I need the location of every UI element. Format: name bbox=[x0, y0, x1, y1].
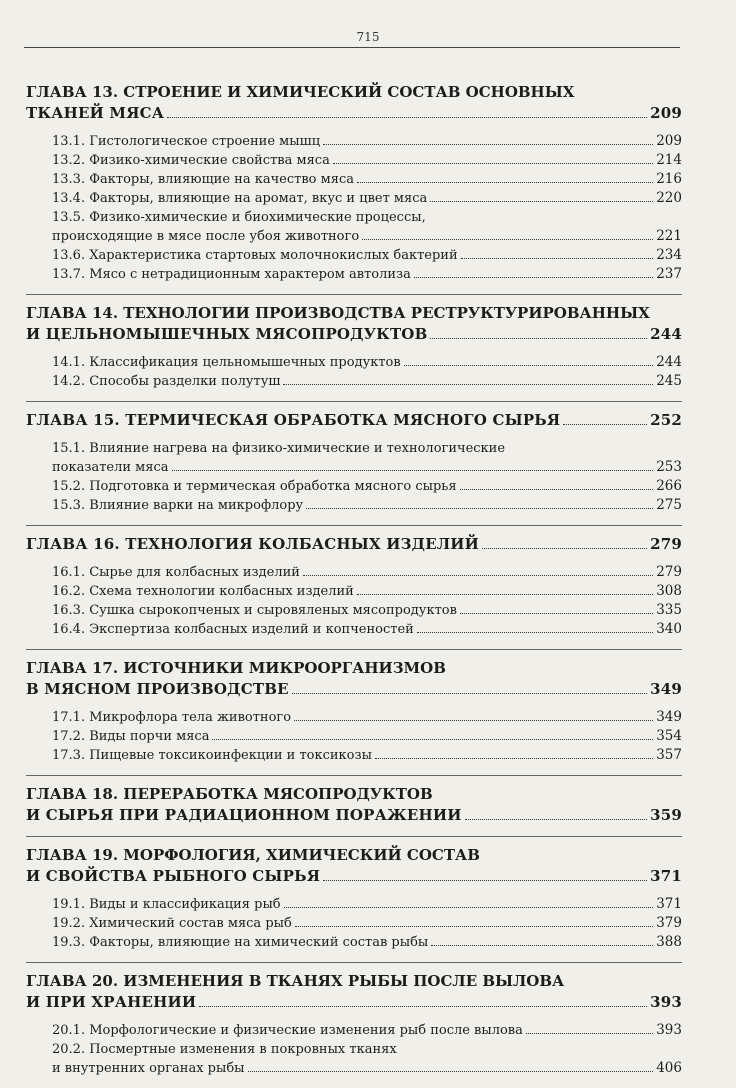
dot-leader bbox=[563, 424, 647, 425]
dot-leader bbox=[283, 384, 653, 385]
section-entry bbox=[52, 496, 682, 515]
section-list bbox=[52, 353, 682, 391]
section-entry bbox=[52, 458, 682, 477]
dot-leader bbox=[294, 720, 653, 721]
section-entry bbox=[52, 895, 682, 914]
dot-leader bbox=[465, 819, 647, 820]
section-title: 17.3. Пищевые токсикоинфекции и токсикозы bbox=[52, 748, 372, 763]
chapter-title: ТКАНЕЙ МЯСА bbox=[26, 104, 165, 122]
section-list bbox=[52, 895, 682, 952]
chapter-entry bbox=[26, 658, 682, 765]
chapter-divider bbox=[26, 836, 682, 837]
section-page-number: 393 bbox=[656, 1022, 682, 1038]
chapter-page-number: 349 bbox=[650, 680, 682, 698]
section-title: 16.1. Сырье для колбасных изделий bbox=[52, 565, 300, 580]
section-entry bbox=[52, 1059, 682, 1078]
section-list bbox=[52, 439, 682, 515]
section-entry bbox=[52, 265, 682, 284]
chapter-title: И СВОЙСТВА РЫБНОГО СЫРЬЯ bbox=[26, 867, 321, 885]
dot-leader bbox=[172, 470, 654, 471]
chapter-entry bbox=[26, 303, 682, 391]
dot-leader bbox=[306, 508, 653, 509]
section-entry bbox=[52, 582, 682, 601]
chapter-title: ГЛАВА 18. ПЕРЕРАБОТКА МЯСОПРОДУКТОВ bbox=[26, 785, 433, 803]
table-of-contents bbox=[26, 82, 682, 1088]
chapter-title-row bbox=[26, 866, 682, 887]
section-entry bbox=[52, 170, 682, 189]
section-title: происходящие в мясе после убоя животного bbox=[52, 229, 360, 244]
section-page-number: 234 bbox=[656, 247, 682, 263]
chapter-entry bbox=[26, 971, 682, 1078]
dot-leader bbox=[357, 182, 653, 183]
section-title: 13.2. Физико-химические свойства мяса bbox=[52, 153, 330, 168]
section-page-number: 308 bbox=[656, 583, 682, 599]
dot-leader bbox=[212, 739, 653, 740]
section-entry bbox=[52, 601, 682, 620]
dot-leader bbox=[292, 693, 647, 694]
chapter-title: И ПРИ ХРАНЕНИИ bbox=[26, 993, 197, 1011]
section-entry bbox=[52, 189, 682, 208]
chapter-divider bbox=[26, 649, 682, 650]
section-entry bbox=[52, 151, 682, 170]
section-page-number: 244 bbox=[656, 354, 682, 370]
chapter-title: ГЛАВА 20. ИЗМЕНЕНИЯ В ТКАНЯХ РЫБЫ ПОСЛЕ ВЫЛОВА bbox=[26, 972, 565, 990]
dot-leader bbox=[248, 1071, 654, 1072]
section-page-number: 335 bbox=[656, 602, 682, 618]
chapter-title-row bbox=[26, 992, 682, 1013]
section-title: 19.2. Химический состав мяса рыб bbox=[52, 916, 292, 931]
section-title: 17.2. Виды порчи мяса bbox=[52, 729, 210, 744]
dot-leader bbox=[482, 548, 647, 549]
section-title: 13.3. Факторы, влияющие на качество мяса bbox=[52, 172, 354, 187]
chapter-entry bbox=[26, 845, 682, 952]
dot-leader bbox=[284, 907, 654, 908]
section-list bbox=[52, 1021, 682, 1078]
section-title: 19.3. Факторы, влияющие на химический состав рыбы bbox=[52, 935, 429, 950]
dot-leader bbox=[431, 945, 653, 946]
section-title: 13.7. Мясо с нетрадиционным характером автолиза bbox=[52, 267, 411, 282]
dot-leader bbox=[295, 926, 653, 927]
section-page-number: 275 bbox=[656, 497, 682, 513]
chapter-title: ГЛАВА 17. ИСТОЧНИКИ МИКРООРГАНИЗМОВ bbox=[26, 659, 446, 677]
section-entry bbox=[52, 914, 682, 933]
dot-leader bbox=[199, 1006, 647, 1007]
section-page-number: 279 bbox=[656, 564, 682, 580]
section-title: 20.1. Морфологические и физические изменения рыб после вылова bbox=[52, 1023, 523, 1038]
section-title: 14.1. Классификация цельномышечных продуктов bbox=[52, 355, 401, 370]
chapter-title-row bbox=[26, 103, 682, 124]
section-title: 14.2. Способы разделки полутуш bbox=[52, 374, 281, 389]
dot-leader bbox=[430, 338, 647, 339]
chapter-title-row bbox=[26, 324, 682, 345]
dot-leader bbox=[417, 632, 653, 633]
chapter-divider bbox=[26, 401, 682, 402]
section-entry bbox=[52, 372, 682, 391]
section-title: 13.1. Гистологическое строение мышц bbox=[52, 134, 321, 149]
section-page-number: 388 bbox=[656, 934, 682, 950]
section-list bbox=[52, 563, 682, 639]
dot-leader bbox=[461, 258, 654, 259]
section-title: 19.1. Виды и классификация рыб bbox=[52, 897, 281, 912]
section-title: и внутренних органах рыбы bbox=[52, 1061, 245, 1076]
section-page-number: 253 bbox=[656, 459, 682, 475]
dot-leader bbox=[323, 880, 647, 881]
chapter-title-row bbox=[26, 805, 682, 826]
chapter-page-number: 252 bbox=[650, 411, 682, 429]
section-page-number: 349 bbox=[656, 709, 682, 725]
section-page-number: 406 bbox=[656, 1060, 682, 1076]
section-title: 13.4. Факторы, влияющие на аромат, вкус и цвет мяса bbox=[52, 191, 428, 206]
chapter-divider bbox=[26, 294, 682, 295]
section-title: 16.4. Экспертиза колбасных изделий и копченостей bbox=[52, 622, 414, 637]
section-title: показатели мяса bbox=[52, 460, 169, 475]
section-entry bbox=[52, 477, 682, 496]
section-page-number: 216 bbox=[656, 171, 682, 187]
chapter-page-number: 209 bbox=[650, 104, 682, 122]
chapter-entry bbox=[26, 410, 682, 515]
section-page-number: 266 bbox=[656, 478, 682, 494]
dot-leader bbox=[167, 117, 647, 118]
chapter-title-row bbox=[26, 679, 682, 700]
section-title: 16.2. Схема технологии колбасных изделий bbox=[52, 584, 354, 599]
section-entry bbox=[52, 746, 682, 765]
section-page-number: 357 bbox=[656, 747, 682, 763]
section-entry bbox=[52, 933, 682, 952]
chapter-title: ГЛАВА 13. СТРОЕНИЕ И ХИМИЧЕСКИЙ СОСТАВ ОСНОВНЫХ bbox=[26, 83, 575, 101]
dot-leader bbox=[333, 163, 653, 164]
header-rule bbox=[24, 47, 680, 48]
chapter-divider bbox=[26, 962, 682, 963]
chapter-title-row bbox=[26, 534, 682, 555]
section-entry bbox=[52, 727, 682, 746]
chapter-divider bbox=[26, 525, 682, 526]
dot-leader bbox=[460, 613, 653, 614]
dot-leader bbox=[414, 277, 653, 278]
chapter-title: И СЫРЬЯ ПРИ РАДИАЦИОННОМ ПОРАЖЕНИИ bbox=[26, 806, 462, 824]
section-page-number: 221 bbox=[656, 228, 682, 244]
section-page-number: 220 bbox=[656, 190, 682, 206]
section-entry bbox=[52, 353, 682, 372]
section-page-number: 379 bbox=[656, 915, 682, 931]
section-title: 20.2. Посмертные изменения в покровных тканях bbox=[52, 1042, 397, 1057]
chapter-title: ГЛАВА 14. ТЕХНОЛОГИИ ПРОИЗВОДСТВА РЕСТРУКТУРИРОВАННЫХ bbox=[26, 304, 650, 322]
chapter-entry bbox=[26, 82, 682, 284]
dot-leader bbox=[357, 594, 653, 595]
section-page-number: 209 bbox=[656, 133, 682, 149]
section-title: 15.2. Подготовка и термическая обработка мясного сырья bbox=[52, 479, 457, 494]
section-entry bbox=[52, 227, 682, 246]
chapter-entry bbox=[26, 534, 682, 639]
section-page-number: 237 bbox=[656, 266, 682, 282]
chapter-page-number: 279 bbox=[650, 535, 682, 553]
section-page-number: 214 bbox=[656, 152, 682, 168]
section-entry bbox=[52, 1021, 682, 1040]
page-number: 715 bbox=[356, 30, 380, 44]
chapter-title: ГЛАВА 15. ТЕРМИЧЕСКАЯ ОБРАБОТКА МЯСНОГО СЫРЬЯ bbox=[26, 411, 561, 429]
section-entry bbox=[52, 708, 682, 727]
section-entry bbox=[52, 620, 682, 639]
section-title: 13.5. Физико-химические и биохимические процессы, bbox=[52, 210, 426, 225]
dot-leader bbox=[362, 239, 653, 240]
chapter-title-row bbox=[26, 410, 682, 431]
dot-leader bbox=[430, 201, 653, 202]
chapter-page-number: 359 bbox=[650, 806, 682, 824]
section-page-number: 354 bbox=[656, 728, 682, 744]
dot-leader bbox=[323, 144, 653, 145]
dot-leader bbox=[526, 1033, 653, 1034]
section-entry bbox=[52, 132, 682, 151]
section-entry bbox=[52, 246, 682, 265]
section-page-number: 245 bbox=[656, 373, 682, 389]
chapter-entry bbox=[26, 784, 682, 826]
dot-leader bbox=[460, 489, 654, 490]
section-title: 15.3. Влияние варки на микрофлору bbox=[52, 498, 304, 513]
dot-leader bbox=[404, 365, 654, 366]
chapter-page-number: 393 bbox=[650, 993, 682, 1011]
chapter-title: В МЯСНОМ ПРОИЗВОДСТВЕ bbox=[26, 680, 289, 698]
section-title: 13.6. Характеристика стартовых молочнокислых бактерий bbox=[52, 248, 458, 263]
chapter-title: ГЛАВА 19. МОРФОЛОГИЯ, ХИМИЧЕСКИЙ СОСТАВ bbox=[26, 846, 480, 864]
chapter-page-number: 244 bbox=[650, 325, 682, 343]
dot-leader bbox=[375, 758, 653, 759]
section-page-number: 371 bbox=[656, 896, 682, 912]
section-title: 16.3. Сушка сырокопченых и сыровяленых мясопродуктов bbox=[52, 603, 457, 618]
chapter-title: ГЛАВА 16. ТЕХНОЛОГИЯ КОЛБАСНЫХ ИЗДЕЛИЙ bbox=[26, 535, 480, 553]
section-entry bbox=[52, 563, 682, 582]
chapter-page-number: 371 bbox=[650, 867, 682, 885]
section-page-number: 340 bbox=[656, 621, 682, 637]
dot-leader bbox=[303, 575, 653, 576]
chapter-divider bbox=[26, 775, 682, 776]
chapter-title: И ЦЕЛЬНОМЫШЕЧНЫХ МЯСОПРОДУКТОВ bbox=[26, 325, 428, 343]
section-title: 17.1. Микрофлора тела животного bbox=[52, 710, 292, 725]
section-list bbox=[52, 708, 682, 765]
section-title: 15.1. Влияние нагрева на физико-химические и технологические bbox=[52, 441, 506, 456]
section-list bbox=[52, 132, 682, 284]
